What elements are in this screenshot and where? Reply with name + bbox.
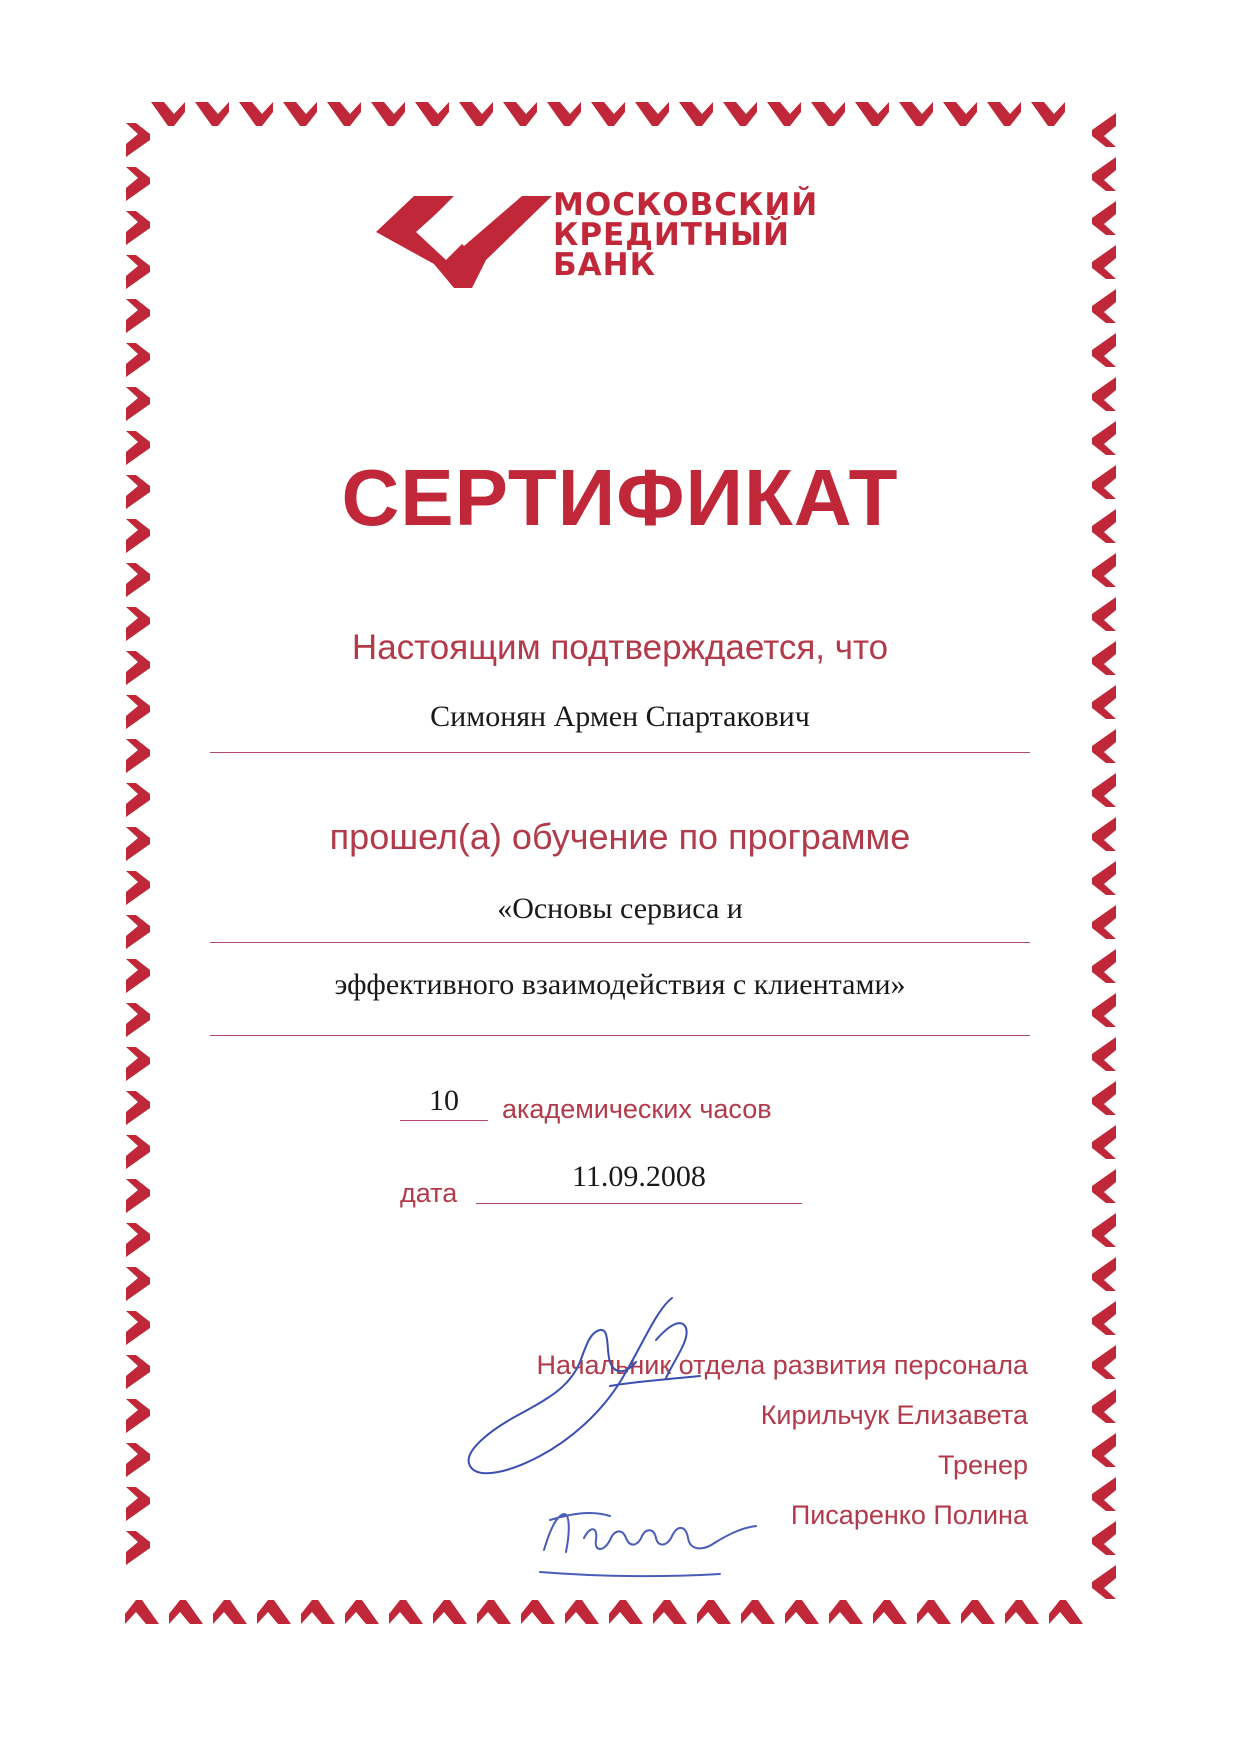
bank-logo-wordmark xyxy=(553,187,819,283)
border-chevron xyxy=(126,1267,150,1301)
border-chevron xyxy=(257,1600,291,1624)
logo-line-3: БАНК xyxy=(553,247,656,283)
border-chevron xyxy=(899,102,933,126)
border-chevron xyxy=(723,102,757,126)
hours-value: 10 xyxy=(429,1084,459,1117)
border-chevron xyxy=(1092,421,1116,455)
border-chevron xyxy=(169,1600,203,1624)
border-chevron xyxy=(126,1399,150,1433)
border-chevron xyxy=(283,102,317,126)
border-chevron xyxy=(126,1179,150,1213)
border-chevron xyxy=(961,1600,995,1624)
border-chevron xyxy=(126,1047,150,1081)
border-chevron xyxy=(1092,1565,1116,1599)
border-chevron xyxy=(811,102,845,126)
border-chevron xyxy=(653,1600,687,1624)
border-chevron xyxy=(785,1600,819,1624)
border-chevron xyxy=(126,167,150,201)
border-chevron xyxy=(829,1600,863,1624)
bank-logo-icon xyxy=(376,192,552,288)
border-chevron xyxy=(855,102,889,126)
hours-underline xyxy=(400,1120,488,1121)
border-chevron xyxy=(1092,157,1116,191)
border-chevron xyxy=(565,1600,599,1624)
border-chevron xyxy=(503,102,537,126)
border-chevron xyxy=(1092,1389,1116,1423)
border-chevron xyxy=(1092,1433,1116,1467)
border-chevron xyxy=(1031,102,1065,126)
hours-label: академических часов xyxy=(502,1094,772,1124)
border-chevron xyxy=(1092,861,1116,895)
border-chevron xyxy=(1092,1213,1116,1247)
border-chevron xyxy=(1092,1345,1116,1379)
border-chevron xyxy=(767,102,801,126)
intro-text: Настоящим подтверждается, что xyxy=(351,628,889,667)
border-chevron xyxy=(1092,245,1116,279)
border-chevron xyxy=(371,102,405,126)
border-chevron xyxy=(126,1487,150,1521)
border-chevron xyxy=(521,1600,555,1624)
border-chevron xyxy=(1092,553,1116,587)
border-chevron xyxy=(126,123,150,157)
border-chevron xyxy=(415,102,449,126)
border-chevron xyxy=(609,1600,643,1624)
border-chevron xyxy=(1092,201,1116,235)
border-chevron xyxy=(239,102,273,126)
recipient-underline xyxy=(210,752,1030,753)
program-underline-2 xyxy=(210,1035,1030,1036)
head-title: Начальник отдела развития персонала xyxy=(536,1350,1028,1380)
border-chevron xyxy=(1092,1169,1116,1203)
border-chevron xyxy=(195,102,229,126)
program-name-line-2: эффективного взаимодействия с клиентами» xyxy=(334,968,906,1001)
border-chevron xyxy=(873,1600,907,1624)
border-chevron xyxy=(126,783,150,817)
trainer-signature xyxy=(530,1480,770,1590)
border-chevron xyxy=(1092,1081,1116,1115)
border-chevron xyxy=(1092,1477,1116,1511)
border-chevron xyxy=(1092,289,1116,323)
border-chevron xyxy=(547,102,581,126)
border-chevron xyxy=(635,102,669,126)
border-chevron xyxy=(943,102,977,126)
certificate-title: СЕРТИФИКАТ xyxy=(341,453,899,542)
border-chevron xyxy=(477,1600,511,1624)
head-name: Кирильчук Елизавета xyxy=(760,1400,1028,1430)
border-chevron xyxy=(327,102,361,126)
border-chevron xyxy=(389,1600,423,1624)
border-chevron xyxy=(1005,1600,1039,1624)
border-chevron xyxy=(433,1600,467,1624)
logo-line-2: КРЕДИТНЫЙ xyxy=(553,217,790,253)
border-chevron xyxy=(917,1600,951,1624)
border-chevron xyxy=(126,255,150,289)
border-chevron xyxy=(151,102,185,126)
logo-line-1: МОСКОВСКИЙ xyxy=(553,187,819,223)
border-chevron xyxy=(345,1600,379,1624)
border-chevron xyxy=(126,1091,150,1125)
program-underline-1 xyxy=(210,942,1030,943)
date-underline xyxy=(476,1203,802,1204)
border-chevron xyxy=(741,1600,775,1624)
border-chevron xyxy=(1092,729,1116,763)
border-chevron xyxy=(126,387,150,421)
recipient-name: Симонян Армен Спартакович xyxy=(430,700,810,733)
border-chevron xyxy=(591,102,625,126)
border-chevron xyxy=(126,343,150,377)
trainer-title: Тренер xyxy=(938,1450,1028,1480)
border-chevron xyxy=(679,102,713,126)
border-chevron xyxy=(987,102,1021,126)
border-chevron xyxy=(697,1600,731,1624)
border-chevron xyxy=(1049,1600,1083,1624)
border-chevron xyxy=(213,1600,247,1624)
date-value: 11.09.2008 xyxy=(572,1160,706,1193)
border-chevron xyxy=(126,1003,150,1037)
border-chevron xyxy=(125,1600,159,1624)
trainer-name: Писаренко Полина xyxy=(790,1500,1028,1530)
completed-text: прошел(а) обучение по программе xyxy=(329,816,911,857)
program-name-line-1: «Основы сервиса и xyxy=(497,892,743,925)
border-chevron xyxy=(1092,773,1116,807)
border-chevron xyxy=(1092,1301,1116,1335)
border-chevron xyxy=(301,1600,335,1624)
border-chevron xyxy=(1092,113,1116,147)
border-chevron xyxy=(126,1223,150,1257)
border-chevron xyxy=(126,1311,150,1345)
border-chevron xyxy=(1092,1125,1116,1159)
border-chevron xyxy=(1092,1521,1116,1555)
border-chevron xyxy=(126,563,150,597)
border-chevron xyxy=(126,1443,150,1477)
border-chevron xyxy=(1092,1037,1116,1071)
border-chevron xyxy=(126,739,150,773)
border-chevron xyxy=(126,1135,150,1169)
border-chevron xyxy=(1092,1257,1116,1291)
border-chevron xyxy=(1092,597,1116,631)
border-chevron xyxy=(126,211,150,245)
head-signature xyxy=(460,1290,740,1490)
border-chevron xyxy=(1092,333,1116,367)
border-chevron xyxy=(459,102,493,126)
border-chevron xyxy=(126,1531,150,1565)
border-chevron xyxy=(1092,377,1116,411)
border-chevron xyxy=(126,299,150,333)
date-label: дата xyxy=(400,1178,458,1208)
border-chevron xyxy=(126,1355,150,1389)
